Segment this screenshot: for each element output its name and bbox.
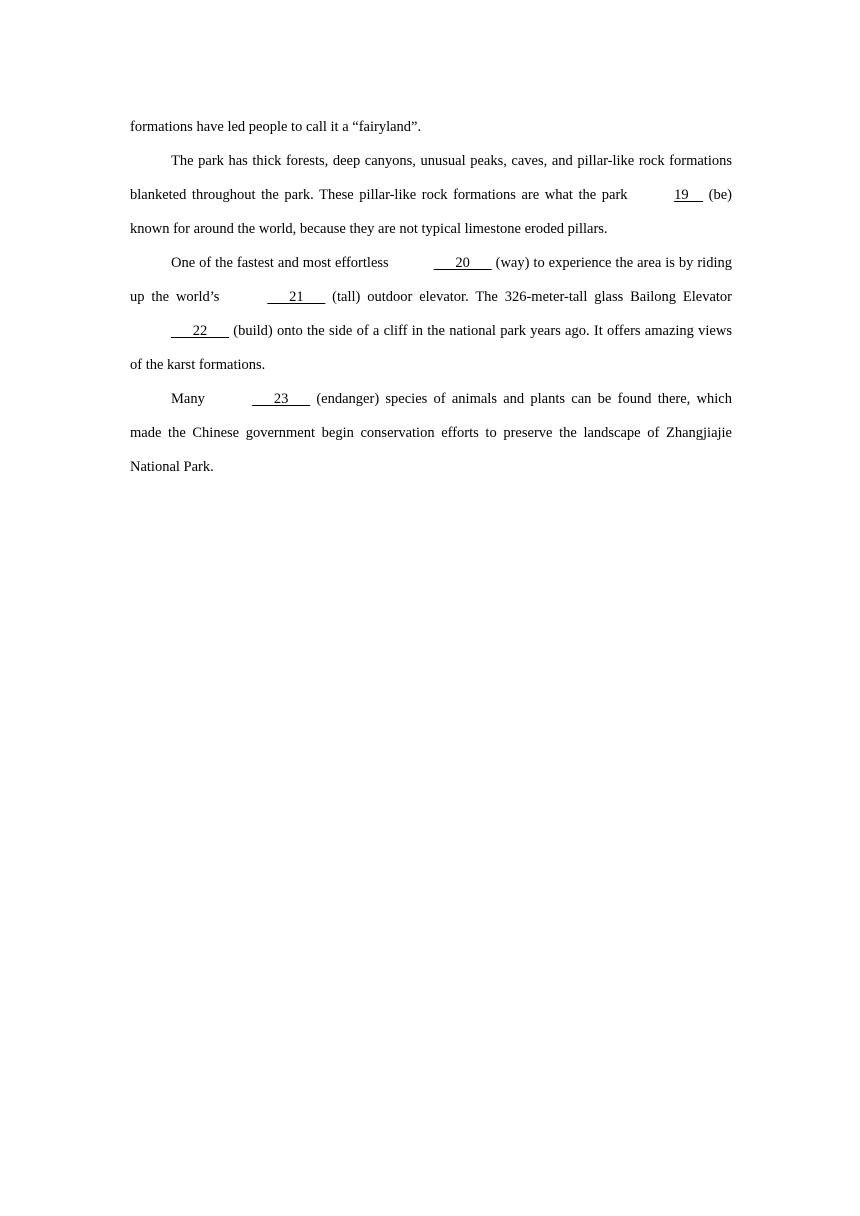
- paragraph-text: (be) known for around the world, because they are not typical limestone eroded pillars.: [130, 187, 733, 237]
- paragraph-text: (tall) outdoor elevator. The 326-meter-tall glass Bailong Elevator: [325, 289, 732, 305]
- paragraph-text: One of the fastest and most effortless: [171, 255, 393, 271]
- blank-21: 21: [267, 289, 326, 305]
- document-page: [130, 110, 732, 484]
- paragraph-text: (build) onto the side of a cliff in the national park years ago. It offers amazing views of the karst formations.: [130, 323, 732, 373]
- paragraph-text: The park has thick forests, deep canyons, unusual peaks, caves, and pillar-like rock formations blanketed throughout the park. These pillar-like rock formations are what the park: [130, 153, 732, 203]
- paragraph-park-features: [130, 144, 732, 246]
- blank-19: 19: [674, 187, 704, 203]
- blank-22: 22: [171, 323, 229, 339]
- blank-23: 23: [252, 391, 311, 407]
- paragraph-text: (endanger) species of animals and plants can be found there, which made the Chinese government begin conservation efforts to preserve the landscape of Zhangjiajie National Park.: [130, 391, 732, 475]
- paragraph-text: Many: [171, 391, 212, 407]
- paragraph-text: formations have led people to call it a “fairyland”.: [130, 119, 422, 135]
- paragraph-elevator: [130, 246, 732, 382]
- paragraph-conservation: [130, 382, 732, 484]
- blank-20: 20: [433, 255, 492, 271]
- paragraph-text: (way) to experience the area is by riding up the world’s: [130, 255, 732, 305]
- paragraph-continuation: [130, 110, 732, 144]
